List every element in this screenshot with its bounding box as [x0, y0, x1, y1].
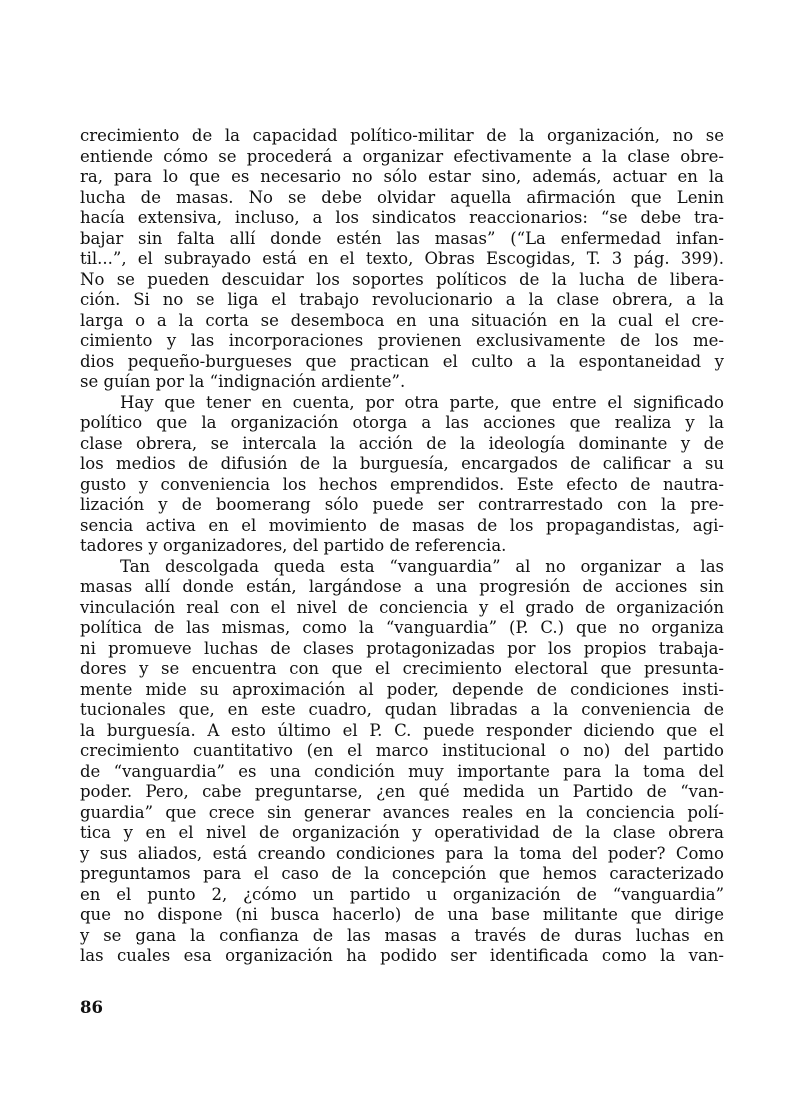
text-line: tucionales que, en este cuadro, qudan libradas a la conveniencia de: [80, 700, 724, 719]
text-line: sencia activa en el movimiento de masas de los propagandistas, agi-: [80, 515, 724, 535]
text-line: de “vanguardia” es una condición muy importante para la toma del: [80, 761, 724, 781]
text-line: masas allí donde están, largándose a una progresión de acciones sin: [80, 577, 724, 596]
text-line: en el punto 2, ¿cómo un partido u organización de “vanguardia”: [80, 884, 724, 904]
text-line: los medios de difusión de la burguesía, encargados de calificar a su: [80, 454, 724, 473]
text-line: preguntamos para el caso de la concepción que hemos caracterizado: [80, 864, 724, 883]
text-line: Hay que tener en cuenta, por otra parte, que entre el significado: [120, 392, 724, 412]
text-line: gusto y conveniencia los hechos emprendidos. Este efecto de nautra-: [80, 474, 724, 494]
text-line: que no dispone (ni busca hacerlo) de una base militante que dirige: [80, 905, 724, 924]
text-line: ra, para lo que es necesario no sólo estar sino, además, actuar en la: [80, 167, 724, 186]
text-line: lucha de masas. No se debe olvidar aquella afirmación que Lenin: [80, 187, 724, 207]
text-line: político que la organización otorga a las acciones que realiza y la: [80, 413, 724, 432]
text-line: crecimiento cuantitativo (en el marco institucional o no) del partido: [80, 741, 724, 760]
text-line: dores y se encuentra con que el crecimiento electoral que presunta-: [80, 659, 724, 678]
text-line: poder. Pero, cabe preguntarse, ¿en qué medida un Partido de “van-: [80, 782, 724, 801]
text-line: crecimiento de la capacidad político-militar de la organización, no se: [80, 126, 724, 145]
text-line: ción. Si no se liga el trabajo revolucionario a la clase obrera, a la: [80, 290, 724, 309]
text-line: bajar sin falta allí donde estén las masas” (“La enfermedad infan-: [80, 228, 724, 248]
text-line: til...”, el subrayado está en el texto, Obras Escogidas, T. 3 pág. 399).: [80, 249, 724, 268]
text-line: No se pueden descuidar los soportes políticos de la lucha de libera-: [80, 269, 724, 289]
text-line: hacía extensiva, incluso, a los sindicatos reaccionarios: “se debe tra-: [80, 208, 724, 227]
page-body: [80, 126, 724, 967]
text-line: clase obrera, se intercala la acción de la ideología dominante y de: [80, 433, 724, 453]
text-line: y se gana la confianza de las masas a través de duras luchas en: [80, 925, 724, 945]
text-line: las cuales esa organización ha podido ser identificada como la van-: [80, 946, 724, 965]
text-line: ni promueve luchas de clases protagonizadas por los propios trabaja-: [80, 638, 724, 658]
text-line: y sus aliados, está creando condiciones para la toma del poder? Como: [80, 843, 724, 863]
text-line: dios pequeño-burgueses que practican el culto a la espontaneidad y: [80, 351, 724, 371]
text-line: lización y de boomerang sólo puede ser contrarrestado con la pre-: [80, 495, 724, 514]
text-line: se guían por la “indignación ardiente”.: [80, 372, 406, 391]
text-line: mente mide su aproximación al poder, depende de condiciones insti-: [80, 679, 724, 699]
text-line: la burguesía. A esto último el P. C. puede responder diciendo que el: [80, 720, 724, 740]
text-line: cimiento y las incorporaciones provienen exclusivamente de los me-: [80, 331, 724, 350]
text-line: tica y en el nivel de organización y operatividad de la clase obrera: [80, 823, 724, 842]
text-line: política de las mismas, como la “vanguardia” (P. C.) que no organiza: [80, 618, 724, 637]
text-line: vinculación real con el nivel de conciencia y el grado de organización: [80, 597, 724, 617]
text-line: Tan descolgada queda esta “vanguardia” al no organizar a las: [120, 556, 724, 576]
text-line: tadores y organizadores, del partido de referencia.: [80, 536, 507, 555]
text-line: guardia” que crece sin generar avances reales en la conciencia polí-: [80, 802, 724, 822]
page-number: 86: [80, 998, 103, 1017]
text-line: entiende cómo se procederá a organizar efectivamente a la clase obre-: [80, 146, 724, 166]
text-line: larga o a la corta se desemboca en una situación en la cual el cre-: [80, 310, 724, 330]
